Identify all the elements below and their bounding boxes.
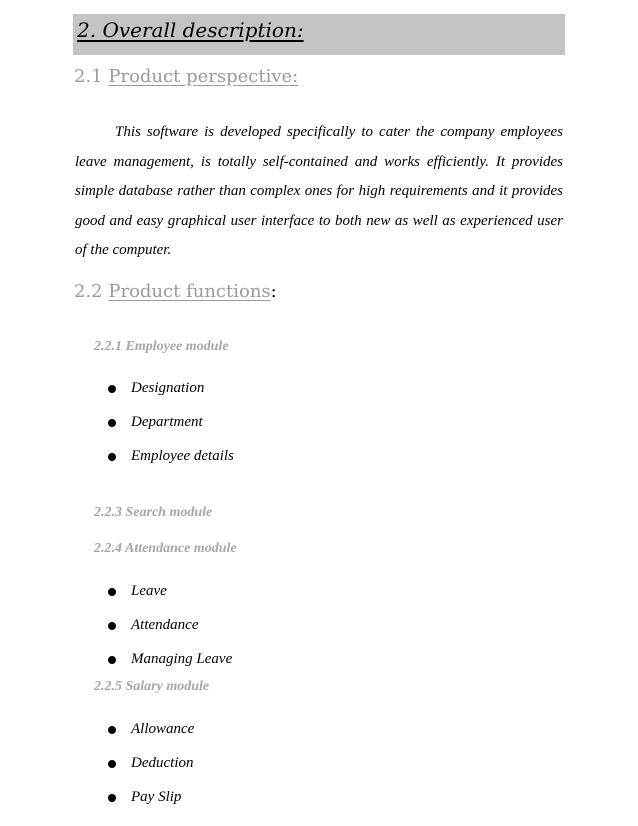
paragraph-line: good and easy graphical user interface to both new as well as experienced user xyxy=(75,212,563,229)
search-module-heading: 2.2.3 Search module xyxy=(94,505,213,520)
bullet-icon xyxy=(108,726,116,734)
bullet-icon xyxy=(108,385,116,393)
bullet-icon xyxy=(108,588,116,596)
subsection-title-colon: : xyxy=(270,281,277,302)
employee-module-heading: 2.2.1 Employee module xyxy=(94,339,229,354)
salary-module-heading: 2.2.5 Salary module xyxy=(94,679,210,694)
subsection-number: 2.2 xyxy=(74,281,103,302)
subsection-heading-perspective xyxy=(74,66,298,87)
bullet-icon xyxy=(108,760,116,768)
paragraph-line: simple database rather than complex ones for high requirements and it provides xyxy=(75,183,563,199)
bullet-icon xyxy=(108,656,116,664)
subsection-title: Product perspective: xyxy=(108,66,299,87)
subsection-number: 2.1 xyxy=(74,66,103,87)
bullet-icon xyxy=(108,453,116,461)
subsection-heading-functions xyxy=(74,281,277,302)
bullet-icon xyxy=(108,419,116,427)
bullet-icon xyxy=(108,794,116,802)
bullet-icon xyxy=(108,622,116,630)
section-title: 2. Overall description: xyxy=(77,18,304,42)
section-heading-bar xyxy=(73,14,565,55)
perspective-paragraph xyxy=(75,118,563,266)
attendance-module-heading: 2.2.4 Attendance module xyxy=(94,541,237,556)
paragraph-line: of the computer. xyxy=(75,242,172,258)
subsection-title: Product functions xyxy=(108,281,271,302)
paragraph-line: leave management, is totally self-contained and works efficiently. It provides xyxy=(75,153,563,170)
paragraph-line: This software is developed specifically to cater the company employees xyxy=(115,124,563,140)
